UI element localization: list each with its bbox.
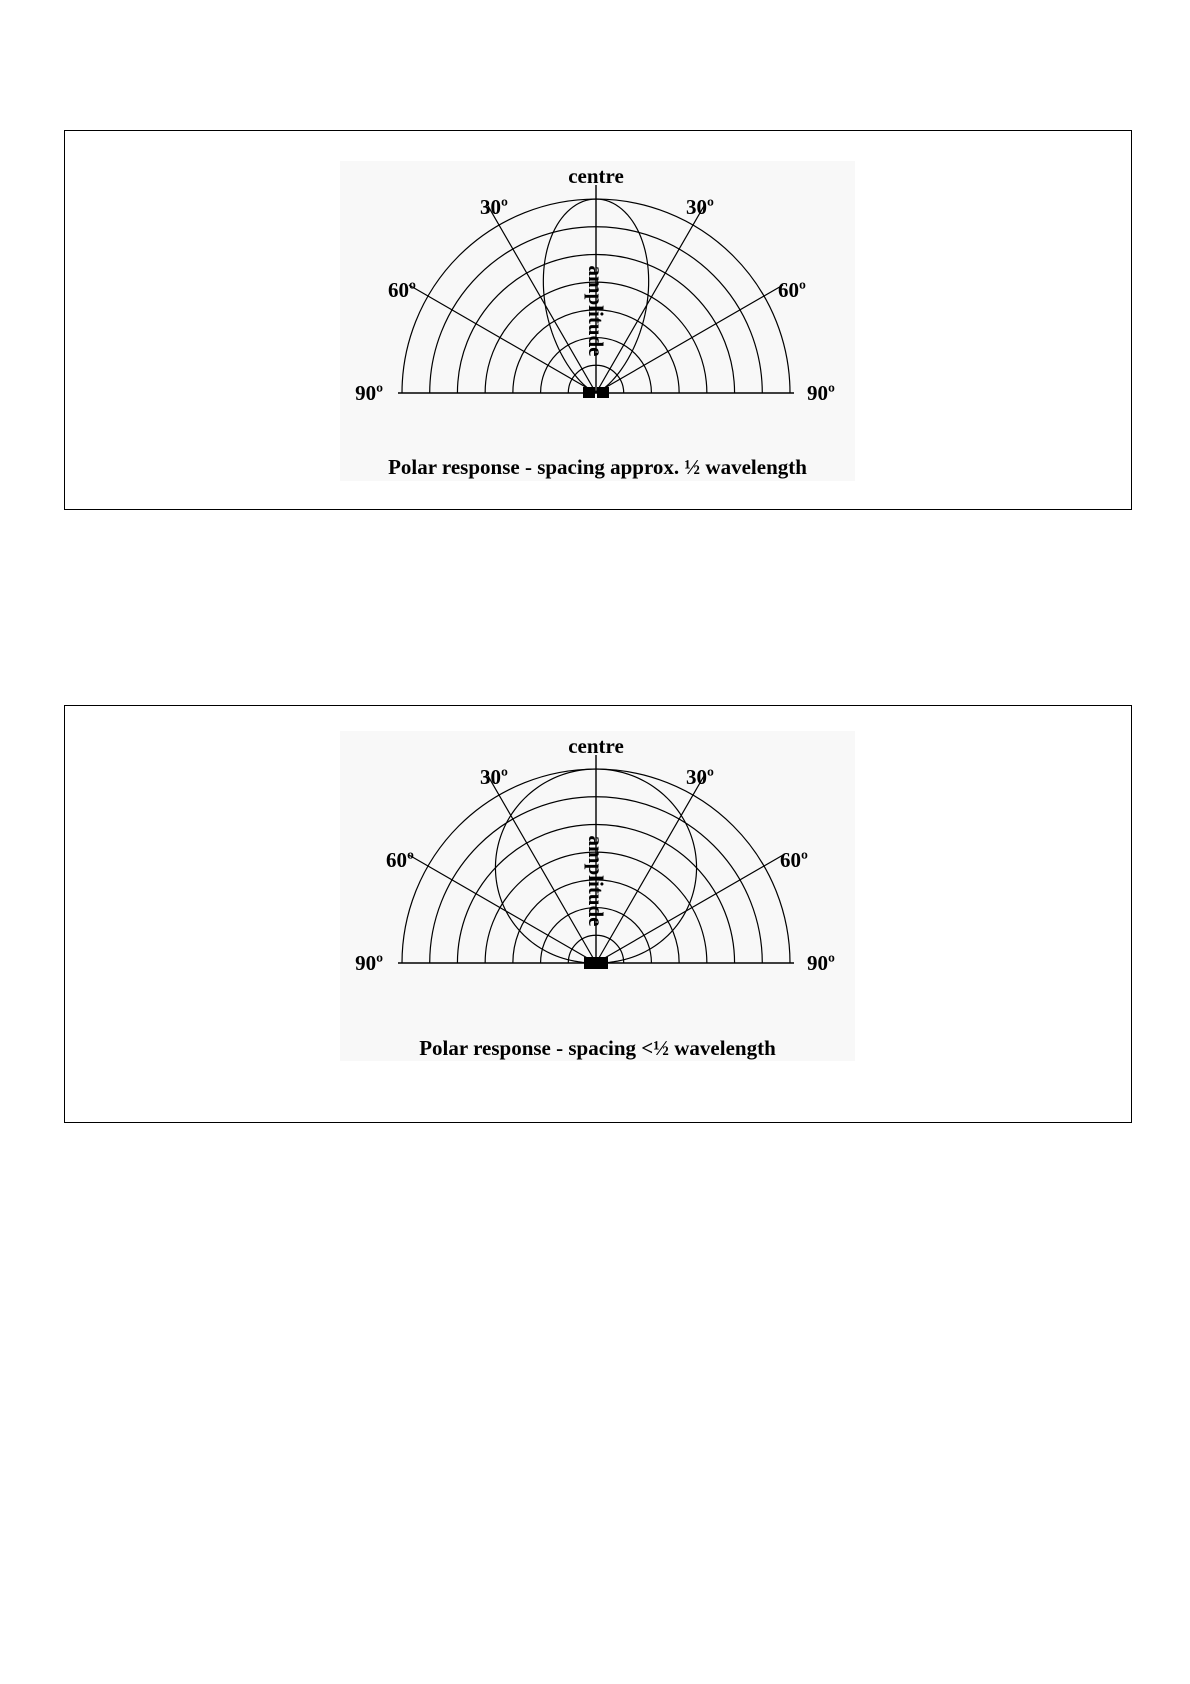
polar-response-figure — [340, 731, 855, 1061]
label-right-30: 30º — [686, 765, 714, 789]
spoke-60-right — [596, 855, 783, 963]
spoke-30-left — [488, 776, 596, 963]
label-left-90: 90º — [355, 951, 383, 975]
label-right-30: 30º — [686, 195, 714, 219]
polar-plot — [340, 731, 855, 1011]
polar-response-figure — [340, 161, 855, 481]
axis-label-amplitude: amplitude — [584, 835, 608, 927]
spoke-30-right — [596, 206, 704, 393]
label-left-30: 30º — [480, 765, 508, 789]
speaker-pair-left — [583, 387, 595, 398]
label-centre: centre — [568, 164, 624, 188]
spoke-60-left — [409, 285, 596, 393]
label-left-60: 60º — [386, 848, 414, 872]
figure-caption: Polar response - spacing <½ wavelength — [419, 1036, 776, 1060]
label-left-90: 90º — [355, 381, 383, 405]
label-centre: centre — [568, 734, 624, 758]
polar-plot — [340, 161, 855, 441]
label-right-60: 60º — [780, 848, 808, 872]
speaker-pair — [584, 957, 608, 969]
diagram-panel-half-wavelength — [64, 130, 1132, 510]
label-left-60: 60º — [388, 278, 416, 302]
figure-caption: Polar response - spacing approx. ½ wavelength — [388, 455, 807, 479]
spoke-30-right — [596, 776, 704, 963]
spoke-60-right — [596, 285, 783, 393]
spoke-30-left — [488, 206, 596, 393]
speaker-pair-right — [597, 387, 609, 398]
axis-label-amplitude: amplitude — [584, 265, 608, 357]
label-right-90: 90º — [807, 381, 835, 405]
label-right-60: 60º — [778, 278, 806, 302]
label-right-90: 90º — [807, 951, 835, 975]
label-left-30: 30º — [480, 195, 508, 219]
spoke-60-left — [409, 855, 596, 963]
diagram-panel-less-than-half-wavelength — [64, 705, 1132, 1123]
